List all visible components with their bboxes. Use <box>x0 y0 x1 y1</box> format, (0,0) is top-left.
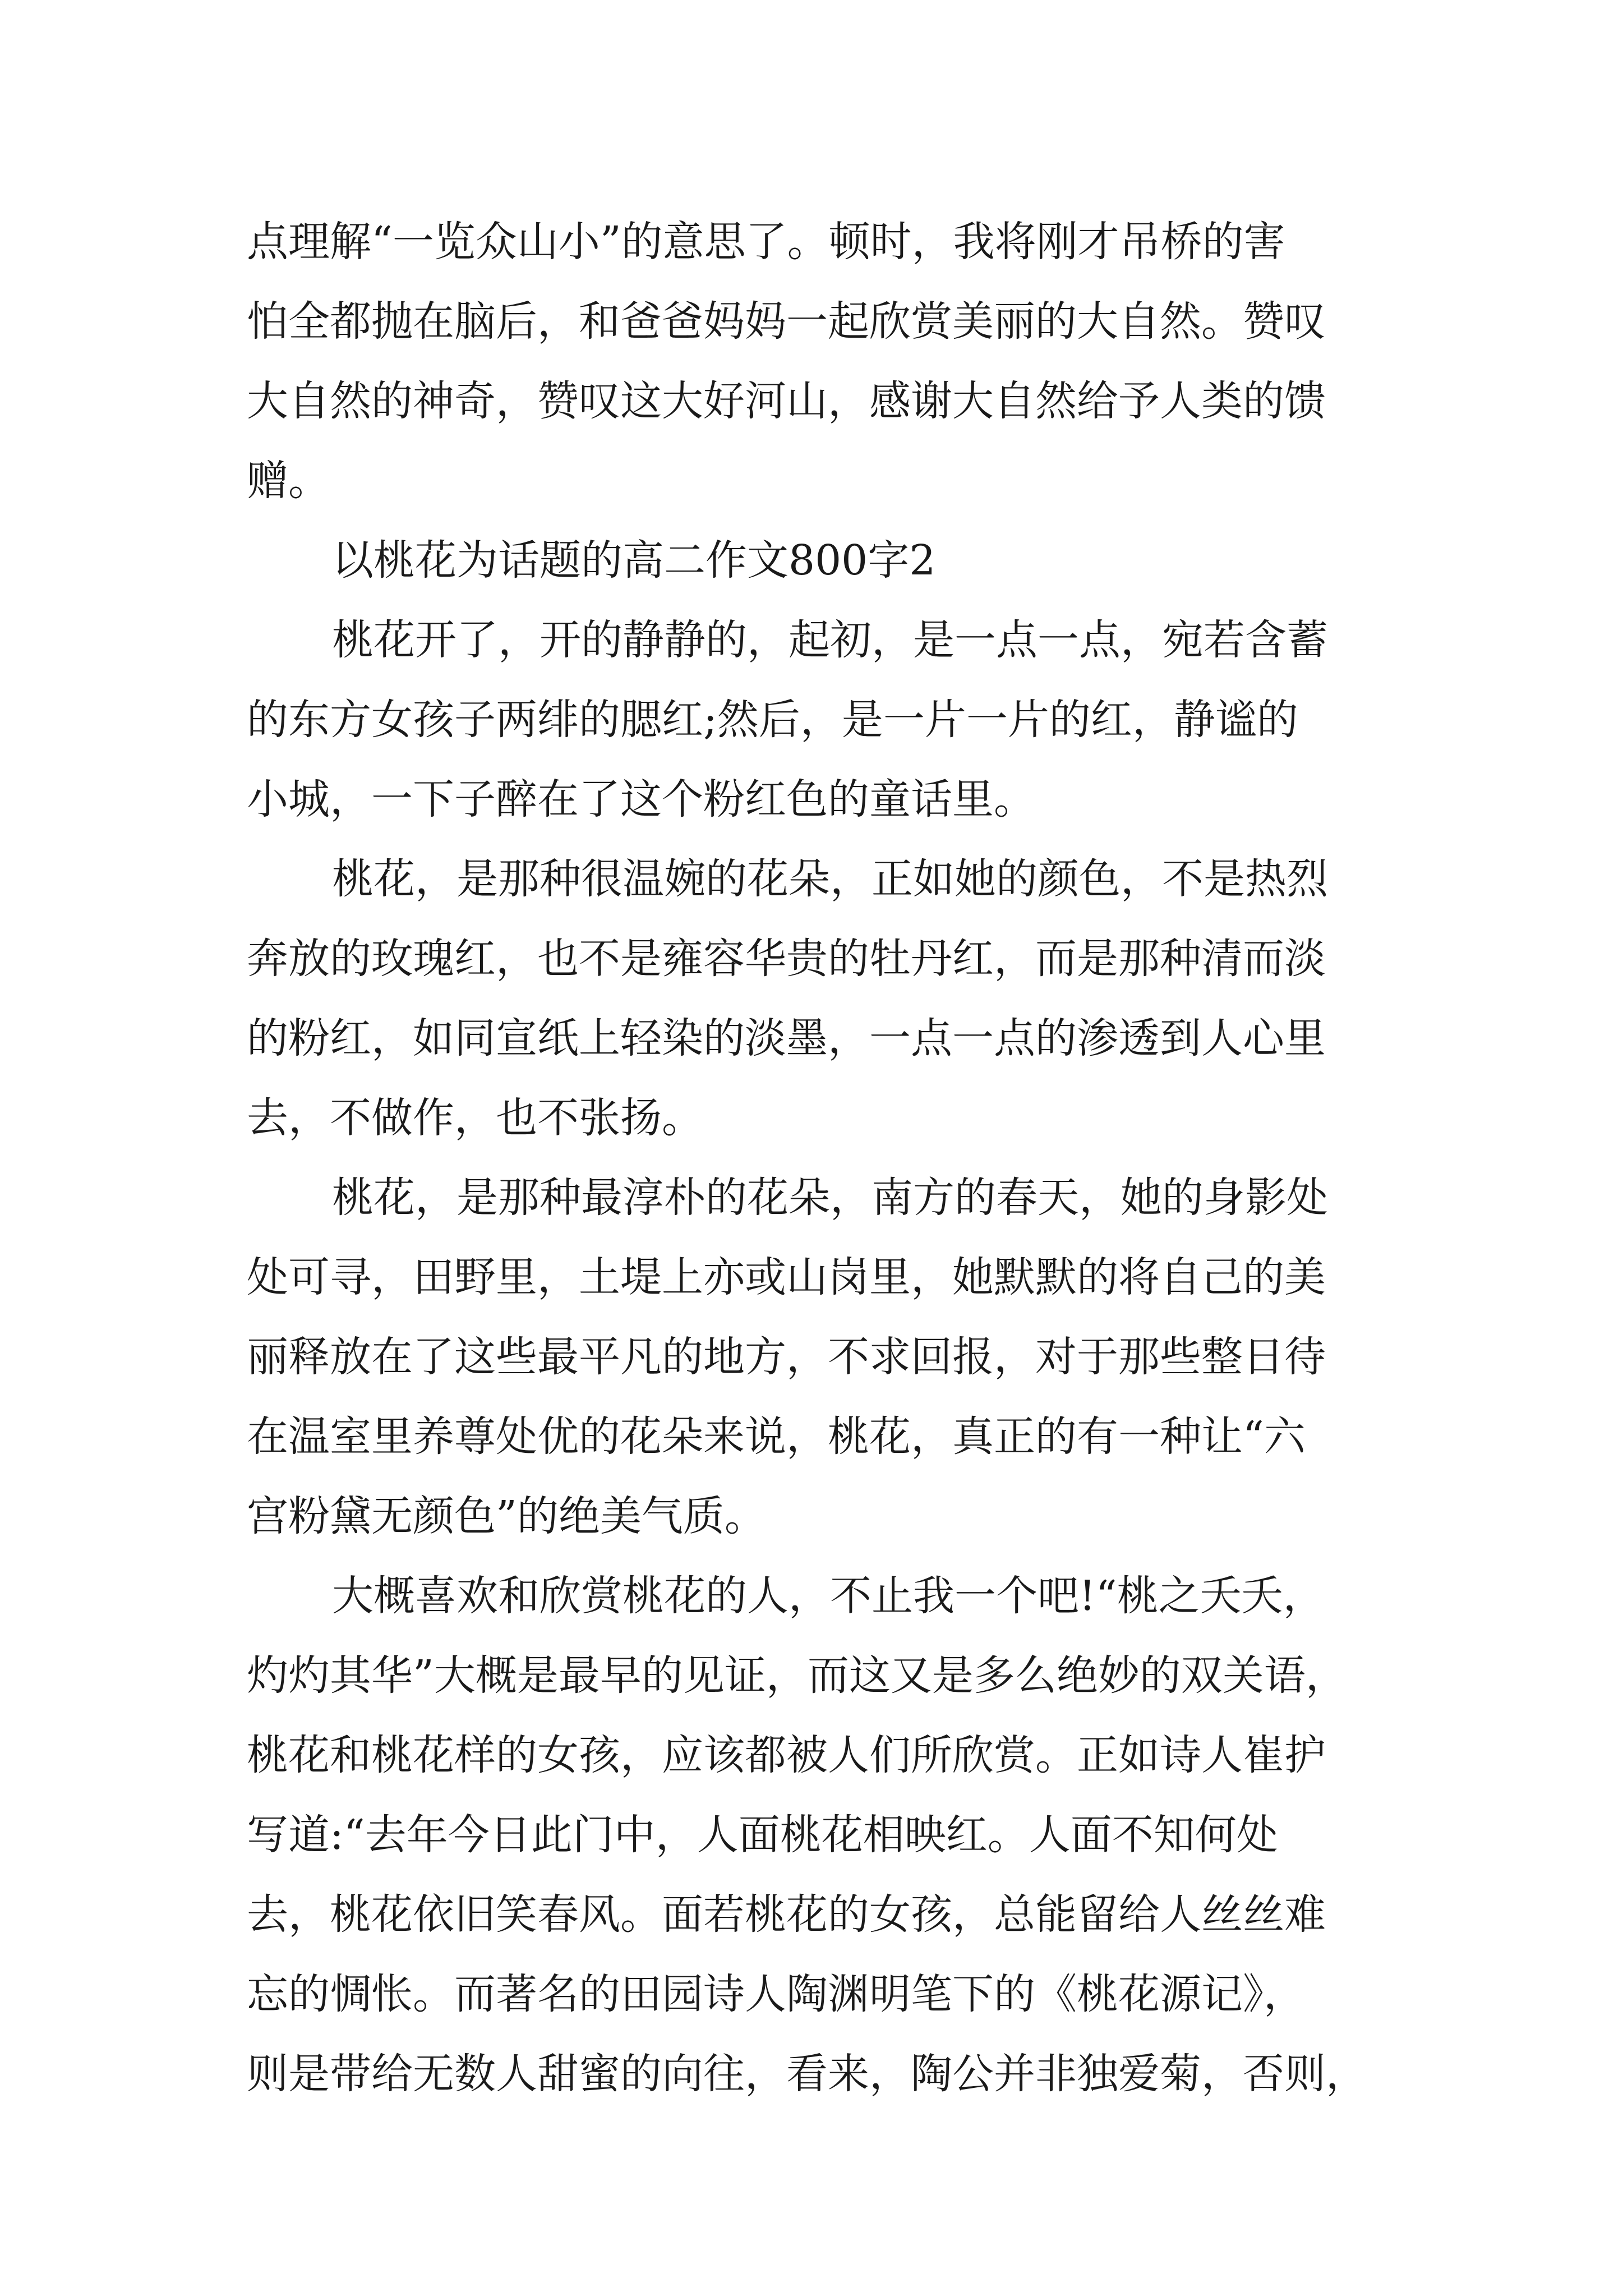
paragraph-first-line: 桃花，是那种最淳朴的花朵，南方的春天，她的身影处 <box>332 1174 1328 1222</box>
paragraph-first-line: 桃花开了，开的静静的，起初，是一点一点，宛若含蓄 <box>332 616 1328 664</box>
text-line: 宫粉黛无颜色”的绝美气质。 <box>247 1492 766 1540</box>
text-line: 赠。 <box>247 457 330 505</box>
text-line: 处可寻，田野里，土堤上亦或山岗里，她默默的将自己的美 <box>247 1253 1326 1301</box>
text-line: 丽释放在了这些最平凡的地方，不求回报，对于那些整日待 <box>247 1333 1326 1381</box>
text-line: 写道:“去年今日此门中，人面桃花相映红。人面不知何处 <box>247 1811 1278 1859</box>
section-heading: 以桃花为话题的高二作文800字2 <box>332 536 936 585</box>
text-line: 的粉红，如同宣纸上轻染的淡墨，一点一点的渗透到人心里 <box>247 1014 1326 1062</box>
text-line: 去，桃花依旧笑春风。面若桃花的女孩，总能留给人丝丝难 <box>247 1890 1326 1939</box>
text-line: 怕全都抛在脑后，和爸爸妈妈一起欣赏美丽的大自然。赞叹 <box>247 297 1326 346</box>
text-line: 大自然的神奇，赞叹这大好河山，感谢大自然给予人类的馈 <box>247 377 1326 425</box>
text-line: 奔放的玫瑰红，也不是雍容华贵的牡丹红，而是那种清而淡 <box>247 935 1326 983</box>
paragraph-first-line: 大概喜欢和欣赏桃花的人，不止我一个吧!“桃之夭夭， <box>332 1572 1325 1620</box>
text-line: 灼灼其华”大概是最早的见证，而这又是多么绝妙的双关语， <box>247 1651 1347 1700</box>
paragraph-first-line: 桃花，是那种很温婉的花朵，正如她的颜色，不是热烈 <box>332 855 1328 903</box>
text-line: 小城，一下子醉在了这个粉红色的童话里。 <box>247 775 1035 823</box>
document-body <box>247 202 1391 2114</box>
text-line: 点理解“一览众山小”的意思了。顿时，我将刚才吊桥的害 <box>247 218 1285 266</box>
text-line: 的东方女孩子两绯的腮红;然后，是一片一片的红，静谧的 <box>247 696 1298 744</box>
text-line: 桃花和桃花样的女孩，应该都被人们所欣赏。正如诗人崔护 <box>247 1731 1326 1779</box>
text-line: 忘的惆怅。而著名的田园诗人陶渊明笔下的《桃花源记》， <box>247 1970 1305 2018</box>
text-line: 去，不做作，也不张扬。 <box>247 1094 703 1142</box>
text-line: 在温室里养尊处优的花朵来说，桃花，真正的有一种让“六 <box>247 1412 1306 1461</box>
text-line: 则是带给无数人甜蜜的向往，看来，陶公并非独爱菊，否则， <box>247 2050 1367 2098</box>
